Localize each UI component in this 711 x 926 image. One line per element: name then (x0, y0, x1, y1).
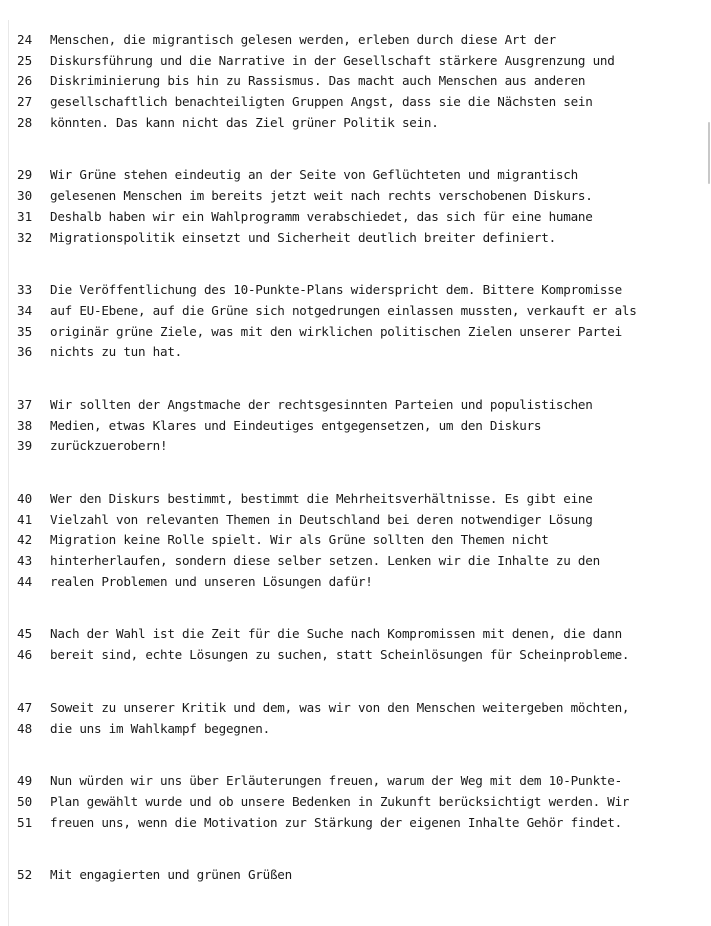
text-line (0, 572, 711, 593)
text-line (0, 280, 711, 301)
line-text: freuen uns, wenn die Motivation zur Stärkung der eigenen Inhalte Gehör findet. (50, 814, 622, 830)
text-line (0, 30, 711, 51)
line-number: 40 (17, 491, 33, 506)
paragraph (0, 624, 711, 665)
text-line (0, 186, 711, 207)
line-number: 32 (17, 229, 33, 245)
line-number: 49 (17, 773, 33, 789)
line-text: originär grüne Ziele, was mit den wirklichen politischen Zielen unserer Partei (50, 323, 622, 339)
line-text: könnten. Das kann nicht das Ziel grüner Politik sein. (50, 114, 439, 130)
line-text: Diskriminierung bis hin zu Rassismus. Das macht auch Menschen aus anderen (50, 73, 586, 89)
line-number: 43 (17, 553, 33, 569)
paragraph (0, 30, 711, 133)
text-line (0, 113, 711, 134)
line-number: 37 (17, 396, 33, 412)
line-number: 52 (17, 867, 33, 883)
text-line (0, 165, 711, 186)
line-text: realen Problemen und unseren Lösungen dafür! (50, 573, 373, 589)
paragraph (0, 865, 711, 886)
line-text: Mit engagierten und grünen Grüßen (50, 867, 292, 883)
line-number: 35 (17, 323, 33, 339)
paragraph (0, 489, 711, 592)
text-line (0, 207, 711, 228)
text-line (0, 530, 711, 551)
line-text: Diskursführung und die Narrative in der Gesellschaft stärkere Ausgrenzung und (50, 52, 615, 68)
line-text: gelesenen Menschen im bereits jetzt weit nach rechts verschobenen Diskurs. (50, 188, 593, 204)
line-text: Nach der Wahl ist die Zeit für die Suche nach Kompromissen mit denen, die dann (50, 626, 622, 642)
line-text: hinterherlaufen, sondern diese selber setzen. Lenken wir die Inhalte zu den (50, 553, 600, 569)
line-text: Menschen, die migrantisch gelesen werden, erleben durch diese Art der (50, 32, 556, 47)
line-number: 36 (17, 344, 33, 360)
line-number: 39 (17, 438, 33, 454)
paragraph (0, 771, 711, 833)
line-number: 26 (17, 73, 33, 89)
text-line (0, 771, 711, 792)
line-text: Die Veröffentlichung des 10-Punkte-Plans widerspricht dem. Bittere Kompromisse (50, 282, 622, 298)
text-line (0, 719, 711, 740)
line-text: Migrationspolitik einsetzt und Sicherheit deutlich breiter definiert. (50, 229, 556, 245)
line-number: 41 (17, 511, 33, 527)
text-line (0, 436, 711, 457)
line-text: Wir Grüne stehen eindeutig an der Seite von Geflüchteten und migrantisch (50, 167, 578, 183)
text-line (0, 342, 711, 363)
line-text: Vielzahl von relevanten Themen in Deutschland bei deren notwendiger Lösung (50, 511, 593, 527)
paragraph (0, 280, 711, 363)
text-line (0, 71, 711, 92)
line-text: Deshalb haben wir ein Wahlprogramm verabschiedet, das sich für eine humane (50, 208, 593, 224)
line-number: 29 (17, 167, 33, 183)
line-text: Medien, etwas Klares und Eindeutiges entgegensetzen, um den Diskurs (50, 417, 542, 433)
line-number: 45 (17, 626, 33, 642)
paragraph (0, 165, 711, 248)
line-text: bereit sind, echte Lösungen zu suchen, statt Scheinlösungen für Scheinprobleme. (50, 647, 630, 663)
line-number: 48 (17, 720, 33, 736)
line-number: 42 (17, 532, 33, 548)
text-line (0, 92, 711, 113)
line-number: 47 (17, 699, 33, 715)
text-line (0, 301, 711, 322)
line-number: 24 (17, 32, 33, 47)
line-number: 44 (17, 573, 33, 589)
line-text: Wer den Diskurs bestimmt, bestimmt die Mehrheitsverhältnisse. Es gibt eine (50, 491, 593, 506)
line-number: 46 (17, 647, 33, 663)
text-line (0, 489, 711, 510)
line-text: Soweit zu unserer Kritik und dem, was wir von den Menschen weitergeben möchten, (50, 699, 630, 715)
line-number: 50 (17, 793, 33, 809)
text-line (0, 551, 711, 572)
document-body (0, 30, 711, 918)
text-line (0, 51, 711, 72)
line-text: Migration keine Rolle spielt. Wir als Grüne sollten den Themen nicht (50, 532, 549, 548)
text-line (0, 865, 711, 886)
line-number: 27 (17, 94, 33, 110)
line-text: zurückzuerobern! (50, 438, 168, 454)
text-line (0, 792, 711, 813)
line-text: nichts zu tun hat. (50, 344, 182, 360)
line-number: 38 (17, 417, 33, 433)
text-line (0, 698, 711, 719)
paragraph (0, 698, 711, 739)
line-number: 25 (17, 52, 33, 68)
line-number: 33 (17, 282, 33, 298)
text-line (0, 395, 711, 416)
line-number: 31 (17, 208, 33, 224)
line-text: Nun würden wir uns über Erläuterungen freuen, warum der Weg mit dem 10-Punkte- (50, 773, 622, 789)
line-number: 51 (17, 814, 33, 830)
line-text: die uns im Wahlkampf begegnen. (50, 720, 270, 736)
line-text: gesellschaftlich benachteiligten Gruppen Angst, dass sie die Nächsten sein (50, 94, 593, 110)
text-line (0, 228, 711, 249)
line-text: Wir sollten der Angstmache der rechtsgesinnten Parteien und populistischen (50, 396, 593, 412)
text-line (0, 322, 711, 343)
line-number: 30 (17, 188, 33, 204)
text-line (0, 416, 711, 437)
line-number: 34 (17, 302, 33, 318)
line-text: auf EU-Ebene, auf die Grüne sich notgedrungen einlassen mussten, verkauft er als (50, 302, 637, 318)
text-line (0, 813, 711, 834)
text-line (0, 624, 711, 645)
text-line (0, 645, 711, 666)
line-number: 28 (17, 114, 33, 130)
text-line (0, 510, 711, 531)
paragraph (0, 395, 711, 457)
line-text: Plan gewählt wurde und ob unsere Bedenken in Zukunft berücksichtigt werden. Wir (50, 793, 630, 809)
